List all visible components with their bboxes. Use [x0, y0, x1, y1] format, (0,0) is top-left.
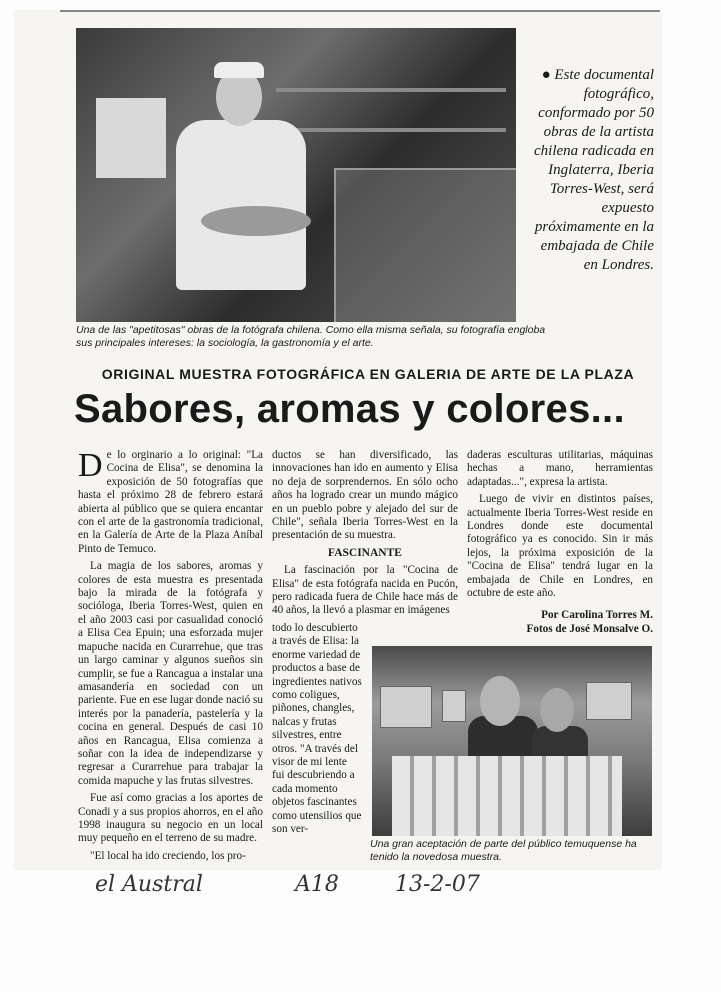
photo-frame [442, 690, 466, 722]
photo-person-body [176, 120, 306, 290]
sidebar-summary: ● Este documental fotográfico, conformado por 50 obras de la artista chilena radicada en Inglaterra, Iberia Torres-West, será expuesto próximamente en la embajada de Chile en Londres. [534, 67, 654, 273]
photo-shelf [276, 88, 506, 92]
photo-caption-bottom: Una gran aceptación de parte del público temuquense ha tenido la novedosa muestra. [370, 838, 637, 863]
article-paragraph: De lo orginario a lo original: "La Cocina de Elisa", se denomina la exposición de 50 fotografías que hasta el próximo 28 de febrero estará abierta al público que se quiera encantar con el arte de la gastronomía tradicional, en la Galería de Arte de la Plaza Aníbal Pinto de Temuco. [78, 447, 263, 555]
byline-author: Por Carolina Torres M. [541, 609, 653, 622]
article-paragraph: La magia de los sabores, aromas y colores de esta muestra es presentada bajo la mirada de la fotógrafa y socióloga, Iberia Torres-West, quien en el año 2003 casi por casualidad conoció a Elisa Cea Epuin; una esforzada mujer mapuche nacida en Curarrehue, que tras un largo caminar y algunos sueños sin cumplir, se fue a Rancagua a instalar una amasandería en sociedad con un pariente. Fue en ese lugar donde nació su interés por la panadería, pastelería y la cocina en general. Después de casi 10 años en Rancagua, Elisa comienza a soñar con la idea de independizarse y regresar a Curarrehue para trabajar la comida mapuche y las frutas silvestres. [78, 560, 263, 787]
drop-cap: D [78, 447, 103, 484]
photo-baker-with-tray [76, 28, 516, 322]
article-paragraph: Fue así como gracias a los aportes de Conadi y a sus propios ahorros, en el año 1998 inaugura su negocio en un local muy pequeño en el terreno de su madre. [78, 792, 263, 845]
photo-display-case [334, 168, 516, 322]
photo-person-head [540, 688, 574, 732]
handwritten-page: A18 [295, 872, 339, 897]
handwritten-annotation [95, 868, 515, 908]
section-subhead: FASCINANTE [328, 546, 402, 559]
photo-exhibition-visitors [372, 646, 652, 836]
photo-person-head [480, 676, 520, 726]
article-paragraph: Luego de vivir en distintos países, actualmente Iberia Torres-West reside en Londres donde este documental fotográfico ya es conocido. Sin ir más lejos, la próxima exposición de la "Cocina de Elisa" tendrá lugar en la embajada de Chile en Londres, en octubre de este año. [467, 493, 653, 600]
photo-product-table [392, 756, 622, 836]
article-paragraph: La fascinación por la "Cocina de Elisa" de esta fotógrafa nacida en Pucón, pero radicada fuera de Chile hace más de 40 años, la llevó a plasmar en imágenes [272, 564, 458, 617]
kicker: ORIGINAL MUESTRA FOTOGRÁFICA EN GALERIA DE ARTE DE LA PLAZA [101, 366, 635, 382]
top-rule [60, 10, 660, 12]
article-paragraph: daderas esculturas utilitarias, máquinas hechas a mano, herramientas adaptadas...", expresa la artista. [467, 449, 653, 488]
photo-shelf [276, 128, 506, 132]
article-paragraph-narrow: todo lo descubierto a través de Elisa: la enorme variedad de productos a base de ingredientes nativos como coligues, piñones, changles, nalcas y frutas silvestres, entre otros. "A través del visor de mi lente fui descubriendo a cada momento objetos fascinantes como utensilios que son ver- [272, 621, 362, 835]
photo-person-hat [214, 62, 264, 78]
handwritten-date: 13-2-07 [395, 872, 480, 897]
article-paragraph: "El local ha ido creciendo, los pro- [90, 849, 246, 862]
headline: Sabores, aromas y colores... [74, 387, 625, 431]
byline [467, 608, 653, 636]
photo-caption-top: Una de las "apetitosas" obras de la fotógrafa chilena. Como ella misma señala, su fotografía engloba sus principales intereses: la sociología, la gastronomía y el arte. [76, 324, 546, 349]
handwritten-publication: el Austral [95, 872, 203, 897]
photo-window [96, 98, 166, 178]
byline-photos: Fotos de José Monsalve O. [526, 623, 653, 636]
photo-frame [586, 682, 632, 720]
article-column-3 [467, 449, 653, 636]
article-column-1 [78, 449, 263, 867]
article-paragraph: ductos se han diversificado, las innovaciones han ido en aumento y Elisa no deja de sorprendernos. En sólo ocho años ha logrado crear un mundo mágico en un pueblo pobre y alejado del sur de Chile", señala Iberia Torres-West en la presentación de su muestra. [272, 449, 458, 542]
photo-frame [380, 686, 432, 728]
photo-bread-tray [201, 206, 311, 236]
